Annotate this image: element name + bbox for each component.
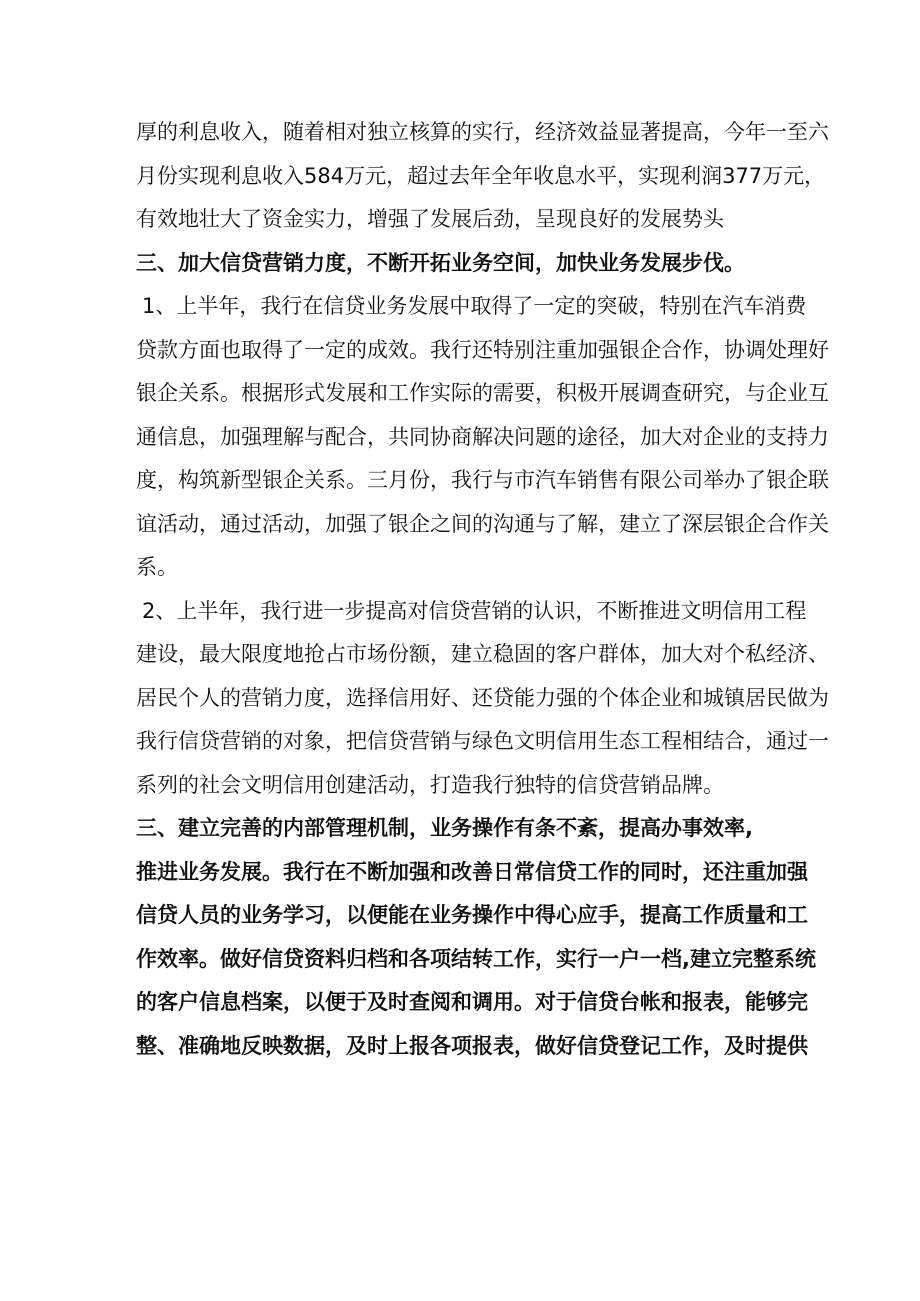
bold-paragraph-line: 作效率。做好信贷资料归档和各项结转工作，实行一户一档,建立完整系统 [136,946,816,971]
list-item-line: 系列的社会文明信用创建活动，打造我行独特的信贷营销品牌。 [136,772,724,797]
list-item-line: 谊活动，通过活动，加强了银企之间的沟通与了解，建立了深层银企合作关 [136,511,829,536]
bold-paragraph-line: 信贷人员的业务学习，以便能在业务操作中得心应手，提高工作质量和工 [136,903,808,927]
bold-paragraph-line: 整、准确地反映数据，及时上报各项报表，做好信贷登记工作，及时提供 [136,1033,808,1058]
list-item-line: 我行信贷营销的对象，把信贷营销与绿色文明信用生态工程相结合，通过一 [136,729,829,753]
bold-paragraph-line: 推进业务发展。我行在不断加强和改善日常信贷工作的同时，还注重加强 [136,859,808,884]
list-item-line: 银企关系。根据形式发展和工作实际的需要，积极开展调查研究，与企业互 [136,381,829,405]
list-item-line: 通信息，加强理解与配合，共同协商解决问题的途径，加大对企业的支持力 [136,424,829,449]
list-item-line: 度，构筑新型银企关系。三月份，我行与市汽车销售有限公司举办了银企联 [136,468,829,492]
list-item-line: 居民个人的营销力度，选择信用好、还贷能力强的个体企业和城镇居民做为 [136,685,829,710]
list-item-line: 系。 [136,555,178,579]
list-item-line: 贷款方面也取得了一定的成效。我行还特别注重加强银企合作，协调处理好 [136,337,829,362]
paragraph-line: 月份实现利息收入584万元，超过去年全年收息水平，实现利润377万元， [136,163,826,188]
paragraph-line: 厚的利息收入，随着相对独立核算的实行，经济效益显著提高，今年一至六 [136,120,829,144]
list-item-line: 1、上半年，我行在信贷业务发展中取得了一定的突破，特别在汽车消费 [142,294,807,318]
document-page [136,111,829,1068]
paragraph-line: 有效地壮大了资金实力，增强了发展后劲，呈现良好的发展势头 [136,207,724,231]
list-item-line: 2、上半年，我行进一步提高对信贷营销的认识，不断推进文明信用工程 [142,598,807,623]
section-heading: 三、建立完善的内部管理机制，业务操作有条不紊，提高办事效率, [136,816,753,840]
list-item-line: 建设，最大限度地抢占市场份额，建立稳固的客户群体，加大对个私经济、 [136,642,829,666]
section-heading: 三、加大信贷营销力度，不断开拓业务空间，加快业务发展步伐。 [136,250,745,275]
bold-paragraph-line: 的客户信息档案，以便于及时查阅和调用。对于信贷台帐和报表，能够完 [136,990,808,1014]
